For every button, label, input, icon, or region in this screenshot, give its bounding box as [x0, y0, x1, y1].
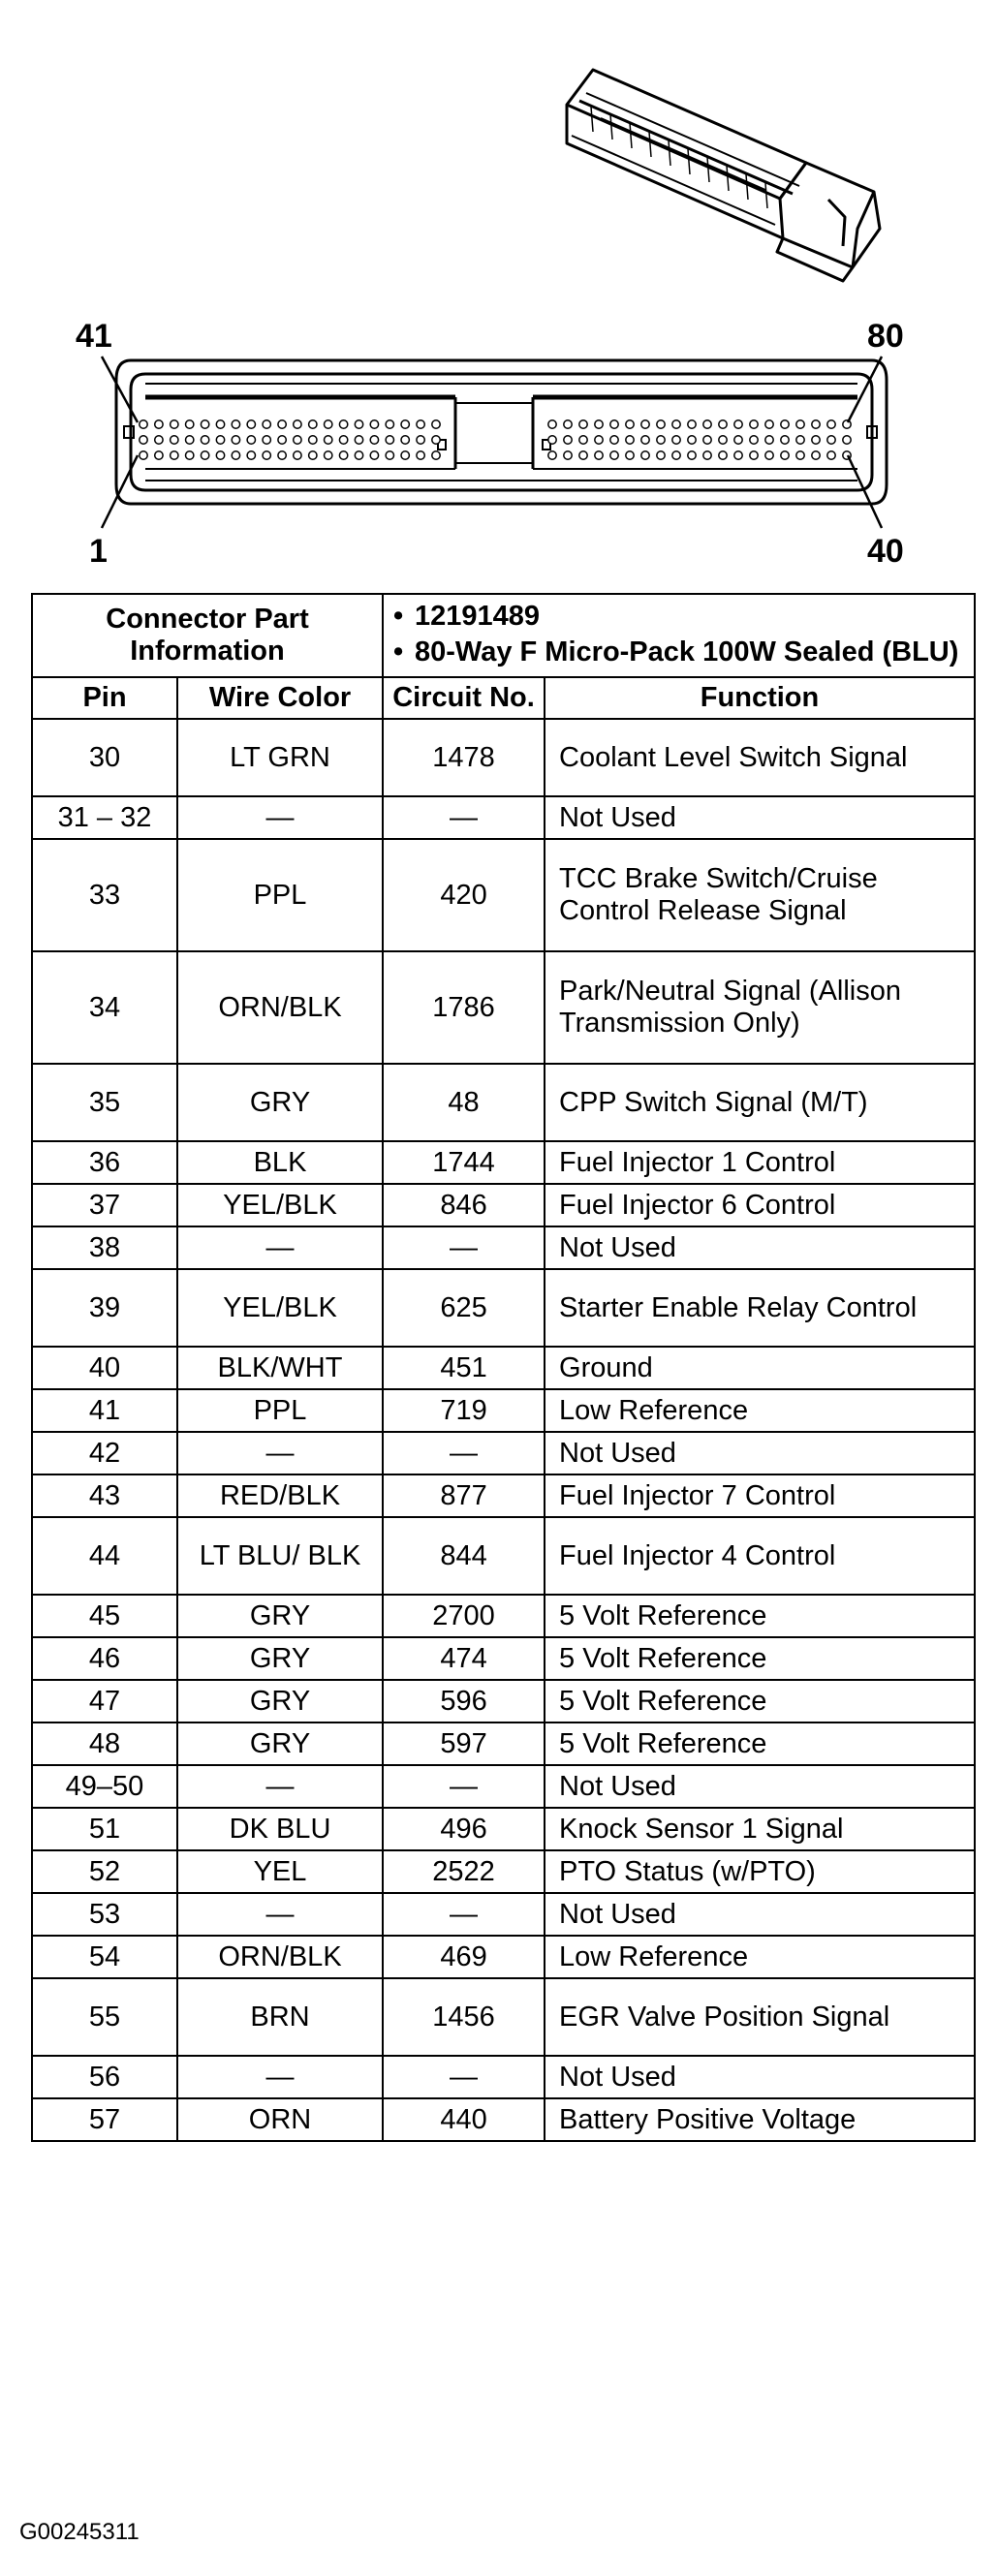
cell-function: TCC Brake Switch/Cruise Control Release Signal — [545, 839, 975, 951]
pin-hole — [595, 451, 603, 459]
pin-hole — [719, 451, 727, 459]
cell-function: Low Reference — [545, 1389, 975, 1432]
cell-circuit-no: — — [383, 796, 545, 839]
pin-hole — [417, 436, 424, 444]
cell-wire-color: BRN — [177, 1978, 383, 2056]
pin-hole — [548, 451, 556, 459]
cell-circuit-no: 440 — [383, 2098, 545, 2141]
cell-wire-color: RED/BLK — [177, 1474, 383, 1517]
pin-hole — [263, 420, 270, 428]
table-row — [32, 1347, 975, 1389]
cell-pin: 44 — [32, 1517, 177, 1595]
pin-hole — [370, 451, 378, 459]
cell-wire-color: GRY — [177, 1637, 383, 1680]
cell-function: Fuel Injector 6 Control — [545, 1184, 975, 1226]
cell-wire-color: — — [177, 1226, 383, 1269]
pin-hole — [171, 436, 178, 444]
cell-wire-color: — — [177, 1432, 383, 1474]
pin-hole — [171, 420, 178, 428]
pin-hole — [247, 420, 255, 428]
col-header-pin: Pin — [32, 677, 177, 719]
cell-circuit-no: — — [383, 2056, 545, 2098]
pin-hole — [579, 451, 587, 459]
pin-hole — [278, 436, 286, 444]
pin-hole — [641, 436, 649, 444]
pinout-table — [31, 593, 976, 2142]
cell-function: PTO Status (w/PTO) — [545, 1850, 975, 1893]
pin-hole — [703, 436, 711, 444]
pin-hole — [325, 436, 332, 444]
connector-info-row — [32, 594, 975, 677]
pin-hole — [610, 420, 618, 428]
cell-pin: 31 – 32 — [32, 796, 177, 839]
table-row — [32, 719, 975, 796]
cell-circuit-no: 451 — [383, 1347, 545, 1389]
cell-circuit-no: — — [383, 1765, 545, 1808]
table-row — [32, 1226, 975, 1269]
connector-face-view — [116, 360, 887, 504]
cell-pin: 53 — [32, 1893, 177, 1936]
table-row — [32, 1064, 975, 1141]
cell-pin: 52 — [32, 1850, 177, 1893]
pin-hole — [325, 420, 332, 428]
cell-function: 5 Volt Reference — [545, 1723, 975, 1765]
pin-hole — [688, 436, 696, 444]
cell-function: Not Used — [545, 1893, 975, 1936]
pin-hole — [812, 451, 820, 459]
cell-pin: 41 — [32, 1389, 177, 1432]
table-row — [32, 1269, 975, 1347]
pin-label-40: 40 — [867, 533, 904, 570]
cell-pin: 49–50 — [32, 1765, 177, 1808]
pin-hole — [781, 451, 789, 459]
pin-hole — [626, 436, 634, 444]
cell-pin: 47 — [32, 1680, 177, 1723]
pin-hole — [186, 436, 194, 444]
pin-hole — [641, 420, 649, 428]
pin-hole — [750, 436, 758, 444]
cell-pin: 48 — [32, 1723, 177, 1765]
pin-hole — [672, 420, 680, 428]
pin-hole — [294, 420, 301, 428]
cell-pin: 46 — [32, 1637, 177, 1680]
cell-circuit-no: 2522 — [383, 1850, 545, 1893]
cell-function: Not Used — [545, 1226, 975, 1269]
pin-hole — [750, 451, 758, 459]
pin-hole — [657, 436, 665, 444]
pin-label-80: 80 — [867, 318, 904, 355]
pin-hole — [812, 436, 820, 444]
table-row — [32, 1893, 975, 1936]
pin-hole — [657, 420, 665, 428]
pin-hole — [232, 420, 239, 428]
pin-hole — [595, 436, 603, 444]
pin-hole — [688, 451, 696, 459]
cell-circuit-no: 1478 — [383, 719, 545, 796]
pin-hole — [339, 451, 347, 459]
pin-hole — [548, 420, 556, 428]
pin-hole — [247, 451, 255, 459]
table-row — [32, 1517, 975, 1595]
pin-hole — [309, 436, 317, 444]
pin-label-1: 1 — [89, 533, 108, 570]
cell-wire-color: LT GRN — [177, 719, 383, 796]
cell-pin: 38 — [32, 1226, 177, 1269]
cell-pin: 36 — [32, 1141, 177, 1184]
connector-description: • 80-Way F Micro-Pack 100W Sealed (BLU) — [389, 636, 968, 668]
pin-hole — [278, 451, 286, 459]
pin-hole — [610, 436, 618, 444]
cell-pin: 34 — [32, 951, 177, 1064]
pin-hole — [672, 436, 680, 444]
cell-pin: 30 — [32, 719, 177, 796]
cell-circuit-no: 1456 — [383, 1978, 545, 2056]
pin-hole — [657, 451, 665, 459]
pin-hole — [719, 436, 727, 444]
cell-circuit-no: 877 — [383, 1474, 545, 1517]
pin-hole — [595, 420, 603, 428]
pin-hole — [579, 436, 587, 444]
cell-function: Coolant Level Switch Signal — [545, 719, 975, 796]
cell-function: Fuel Injector 7 Control — [545, 1474, 975, 1517]
pin-hole — [827, 420, 835, 428]
cell-pin: 39 — [32, 1269, 177, 1347]
cell-wire-color: — — [177, 796, 383, 839]
cell-function: 5 Volt Reference — [545, 1637, 975, 1680]
pin-hole — [247, 436, 255, 444]
pin-hole — [432, 420, 440, 428]
pin-hole — [155, 451, 163, 459]
cell-function: Park/Neutral Signal (Allison Transmission Only) — [545, 951, 975, 1064]
cell-wire-color: ORN/BLK — [177, 1936, 383, 1978]
pin-hole — [750, 420, 758, 428]
pin-hole — [417, 451, 424, 459]
cell-circuit-no: 474 — [383, 1637, 545, 1680]
table-row — [32, 951, 975, 1064]
pin-hole — [216, 451, 224, 459]
pin-hole — [626, 420, 634, 428]
table-row — [32, 2098, 975, 2141]
cell-function: Ground — [545, 1347, 975, 1389]
pin-hole — [155, 436, 163, 444]
connector-isometric-view — [567, 70, 880, 281]
cell-circuit-no: 596 — [383, 1680, 545, 1723]
cell-circuit-no: 1786 — [383, 951, 545, 1064]
pin-hole — [386, 451, 393, 459]
pin-hole — [719, 420, 727, 428]
pin-hole — [781, 420, 789, 428]
pin-hole — [672, 451, 680, 459]
pin-hole — [401, 451, 409, 459]
cell-function: Fuel Injector 1 Control — [545, 1141, 975, 1184]
cell-wire-color: YEL/BLK — [177, 1184, 383, 1226]
cell-function: CPP Switch Signal (M/T) — [545, 1064, 975, 1141]
cell-circuit-no: — — [383, 1893, 545, 1936]
cell-function: Not Used — [545, 1765, 975, 1808]
pin-hole — [579, 420, 587, 428]
pin-label-41: 41 — [76, 318, 112, 355]
cell-circuit-no: 846 — [383, 1184, 545, 1226]
cell-pin: 35 — [32, 1064, 177, 1141]
pin-hole — [641, 451, 649, 459]
cell-wire-color: GRY — [177, 1595, 383, 1637]
pin-hole — [216, 436, 224, 444]
cell-circuit-no: 597 — [383, 1723, 545, 1765]
table-row — [32, 2056, 975, 2098]
cell-circuit-no: 420 — [383, 839, 545, 951]
cell-pin: 56 — [32, 2056, 177, 2098]
cell-wire-color: ORN — [177, 2098, 383, 2141]
cell-pin: 40 — [32, 1347, 177, 1389]
cell-wire-color: GRY — [177, 1680, 383, 1723]
table-row — [32, 1432, 975, 1474]
pin-hole — [201, 420, 208, 428]
pin-hole — [339, 420, 347, 428]
table-row — [32, 1808, 975, 1850]
cell-function: 5 Volt Reference — [545, 1595, 975, 1637]
cell-function: Not Used — [545, 1432, 975, 1474]
cell-function: Battery Positive Voltage — [545, 2098, 975, 2141]
table-row — [32, 1765, 975, 1808]
pin-hole — [155, 420, 163, 428]
table-row — [32, 839, 975, 951]
cell-function: Fuel Injector 4 Control — [545, 1517, 975, 1595]
pin-hole — [796, 436, 804, 444]
table-row — [32, 1141, 975, 1184]
pin-hole — [216, 420, 224, 428]
pin-hole — [201, 451, 208, 459]
pin-hole — [263, 451, 270, 459]
pin-hole — [703, 451, 711, 459]
pin-hole — [355, 420, 362, 428]
pin-hole — [703, 420, 711, 428]
cell-circuit-no: 844 — [383, 1517, 545, 1595]
pin-hole — [734, 436, 742, 444]
pin-hole — [294, 451, 301, 459]
part-number: • 12191489 — [389, 601, 968, 633]
pin-hole — [843, 420, 851, 428]
cell-function: Low Reference — [545, 1936, 975, 1978]
table-row — [32, 1936, 975, 1978]
pin-hole — [432, 436, 440, 444]
table-row — [32, 1389, 975, 1432]
cell-pin: 57 — [32, 2098, 177, 2141]
cell-pin: 51 — [32, 1808, 177, 1850]
cell-wire-color: ORN/BLK — [177, 951, 383, 1064]
pin-hole — [140, 451, 147, 459]
pin-hole — [812, 420, 820, 428]
cell-wire-color: PPL — [177, 1389, 383, 1432]
pin-hole — [401, 420, 409, 428]
pin-hole — [781, 436, 789, 444]
table-row — [32, 1595, 975, 1637]
cell-wire-color: — — [177, 1893, 383, 1936]
pin-hole — [564, 420, 572, 428]
pin-hole — [309, 451, 317, 459]
cell-wire-color: PPL — [177, 839, 383, 951]
cell-circuit-no: 496 — [383, 1808, 545, 1850]
cell-function: EGR Valve Position Signal — [545, 1978, 975, 2056]
figure-id: G00245311 — [19, 2519, 140, 2545]
cell-wire-color: — — [177, 2056, 383, 2098]
cell-pin: 43 — [32, 1474, 177, 1517]
cell-pin: 45 — [32, 1595, 177, 1637]
cell-pin: 42 — [32, 1432, 177, 1474]
table-row — [32, 1978, 975, 2056]
cell-circuit-no: 469 — [383, 1936, 545, 1978]
cell-wire-color: YEL — [177, 1850, 383, 1893]
cell-wire-color: GRY — [177, 1064, 383, 1141]
col-header-wire-color: Wire Color — [177, 677, 383, 719]
pin-hole — [355, 436, 362, 444]
cell-circuit-no: 625 — [383, 1269, 545, 1347]
pin-hole — [140, 436, 147, 444]
pin-hole — [386, 436, 393, 444]
cell-wire-color: BLK/WHT — [177, 1347, 383, 1389]
pin-hole — [232, 451, 239, 459]
pin-hole — [548, 436, 556, 444]
pin-hole — [339, 436, 347, 444]
cell-circuit-no: 2700 — [383, 1595, 545, 1637]
cell-function: Knock Sensor 1 Signal — [545, 1808, 975, 1850]
pin-hole — [370, 420, 378, 428]
cell-pin: 55 — [32, 1978, 177, 2056]
pin-hole — [564, 436, 572, 444]
cell-pin: 33 — [32, 839, 177, 951]
pin-hole — [201, 436, 208, 444]
cell-wire-color: BLK — [177, 1141, 383, 1184]
pin-hole — [417, 420, 424, 428]
cell-circuit-no: — — [383, 1432, 545, 1474]
pin-hole — [186, 451, 194, 459]
connector-illustration — [0, 0, 997, 581]
pin-hole — [564, 451, 572, 459]
pin-hole — [796, 451, 804, 459]
cell-function: Not Used — [545, 2056, 975, 2098]
pin-hole — [370, 436, 378, 444]
pin-hole — [827, 451, 835, 459]
cell-wire-color: GRY — [177, 1723, 383, 1765]
connector-part-info-label: Connector Part Information — [32, 594, 383, 677]
cell-pin: 54 — [32, 1936, 177, 1978]
cell-circuit-no: 1744 — [383, 1141, 545, 1184]
cell-wire-color: DK BLU — [177, 1808, 383, 1850]
cell-pin: 37 — [32, 1184, 177, 1226]
cell-function: Not Used — [545, 796, 975, 839]
col-header-function: Function — [545, 677, 975, 719]
pin-hole — [734, 451, 742, 459]
cell-circuit-no: 48 — [383, 1064, 545, 1141]
pin-hole — [140, 420, 147, 428]
connector-part-info-values — [383, 594, 975, 677]
pin-hole — [401, 436, 409, 444]
pin-hole — [765, 436, 773, 444]
pin-hole — [796, 420, 804, 428]
pin-hole — [688, 420, 696, 428]
cell-wire-color: YEL/BLK — [177, 1269, 383, 1347]
table-row — [32, 1723, 975, 1765]
cell-function: 5 Volt Reference — [545, 1680, 975, 1723]
pin-hole — [432, 451, 440, 459]
pin-hole — [734, 420, 742, 428]
table-row — [32, 1850, 975, 1893]
pin-hole — [827, 436, 835, 444]
pin-hole — [355, 451, 362, 459]
table-row — [32, 1680, 975, 1723]
table-row — [32, 796, 975, 839]
pin-hole — [610, 451, 618, 459]
table-row — [32, 1637, 975, 1680]
pin-hole — [626, 451, 634, 459]
pin-hole — [294, 436, 301, 444]
pin-hole — [263, 436, 270, 444]
table-row — [32, 1184, 975, 1226]
cell-circuit-no: 719 — [383, 1389, 545, 1432]
pin-hole — [765, 420, 773, 428]
pin-hole — [765, 451, 773, 459]
pin-hole — [309, 420, 317, 428]
cell-circuit-no: — — [383, 1226, 545, 1269]
cell-wire-color: LT BLU/ BLK — [177, 1517, 383, 1595]
col-header-circuit: Circuit No. — [383, 677, 545, 719]
cell-wire-color: — — [177, 1765, 383, 1808]
cell-function: Starter Enable Relay Control — [545, 1269, 975, 1347]
table-row — [32, 1474, 975, 1517]
pin-hole — [186, 420, 194, 428]
pin-hole — [325, 451, 332, 459]
pin-hole — [171, 451, 178, 459]
pin-hole — [278, 420, 286, 428]
pin-hole — [386, 420, 393, 428]
pin-holes — [140, 420, 851, 459]
pin-hole — [232, 436, 239, 444]
column-header-row — [32, 677, 975, 719]
pin-hole — [843, 436, 851, 444]
